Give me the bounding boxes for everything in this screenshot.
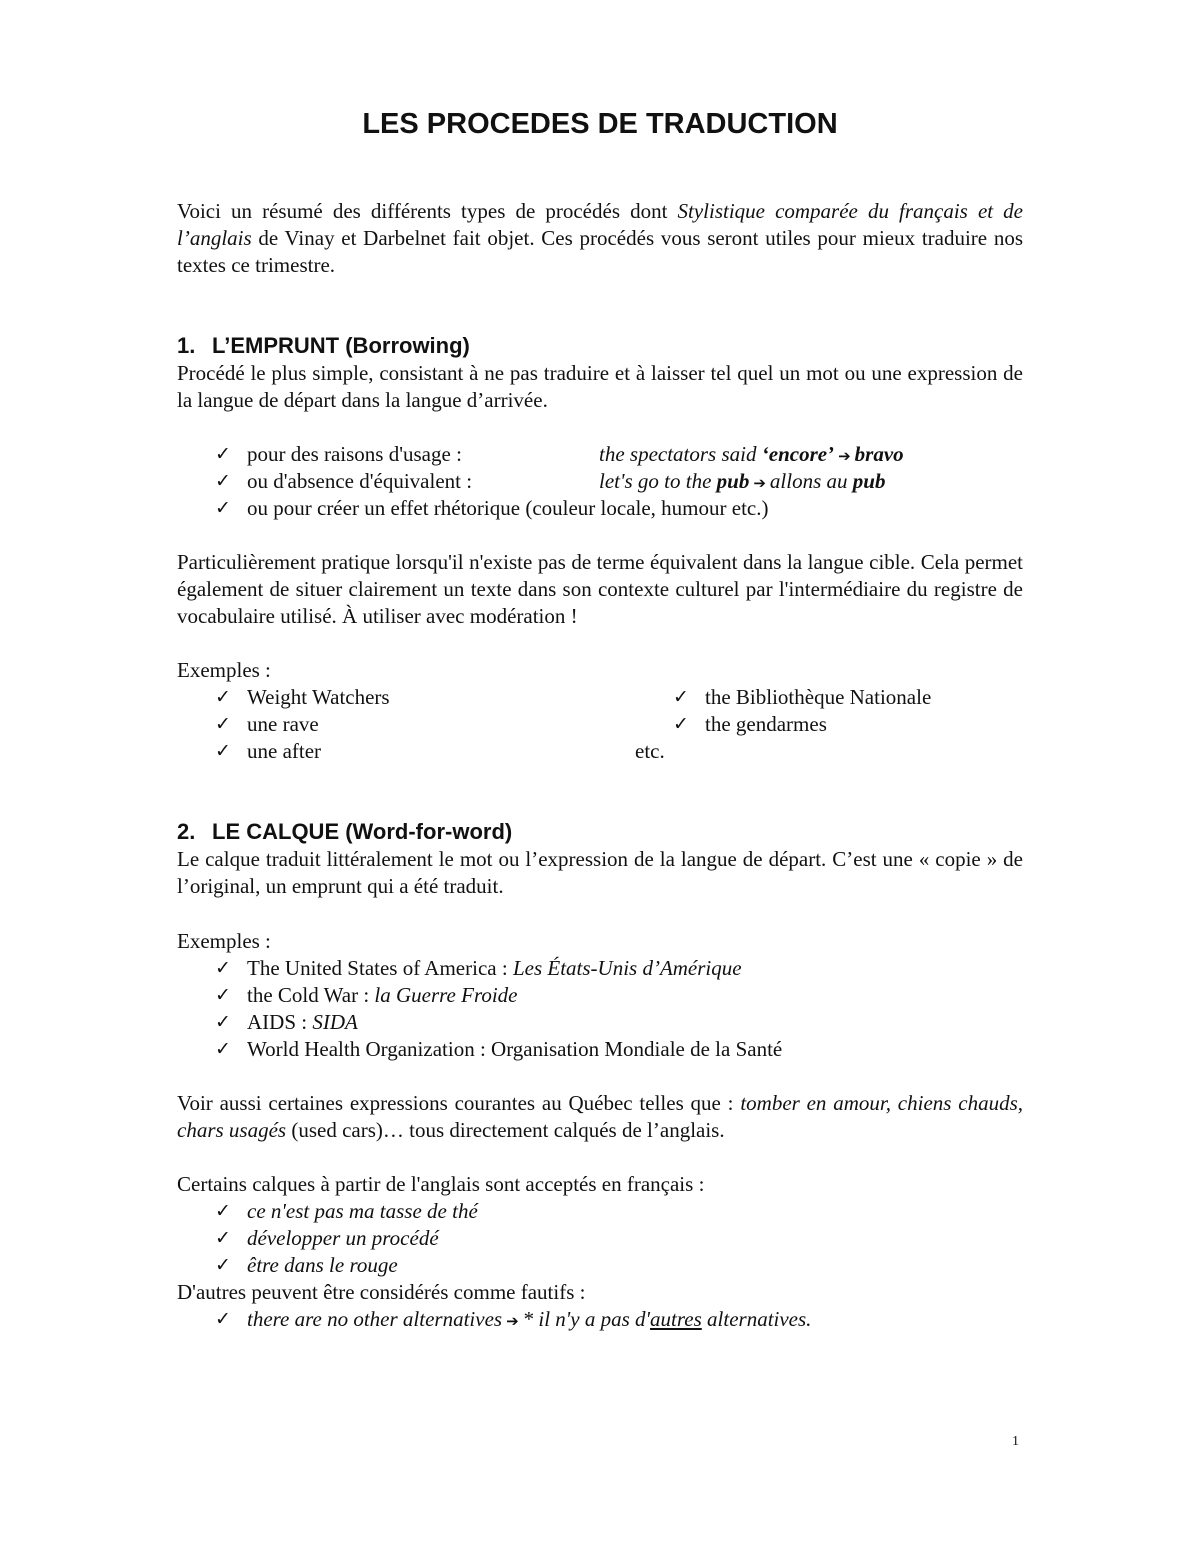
section-1-paragraph: Particulièrement pratique lorsqu'il n'existe pas de terme équivalent dans la langue cible. Cela permet également de situer clairement un texte dans son contexte culturel par l'intermédiaire du registre de vocabulaire utilisé. À utiliser avec modération ! xyxy=(177,550,1023,628)
section-1-heading xyxy=(177,332,1023,360)
check-icon: ✓ xyxy=(215,470,231,492)
faulty-list xyxy=(177,1306,1023,1333)
list-item: ✓ the gendarmes xyxy=(635,711,1035,738)
list-item: ✓ être dans le rouge xyxy=(177,1252,1023,1279)
section-2-heading xyxy=(177,818,1023,846)
list-item: ✓ there are no other alternatives ➔ * il n'y a pas d'autres alternatives. xyxy=(177,1306,1023,1333)
reason-label: pour des raisons d'usage : xyxy=(247,442,462,466)
accepted-list xyxy=(177,1198,1023,1279)
section-1-title: L’EMPRUNT (Borrowing) xyxy=(212,333,470,358)
check-icon: ✓ xyxy=(215,1227,231,1249)
calque-examples-list xyxy=(177,955,1023,1063)
intro-text-1: Voici un résumé des différents types de procédés dont xyxy=(177,199,678,223)
list-item: ✓ ce n'est pas ma tasse de thé xyxy=(177,1198,1023,1225)
reasons-list xyxy=(177,441,1023,522)
reason-label: ou d'absence d'équivalent : xyxy=(247,469,473,493)
reason-example: the spectators said ‘encore’ ➔ bravo xyxy=(599,442,904,466)
examples-left-column xyxy=(177,684,607,765)
list-item: ✓ Weight Watchers xyxy=(177,684,607,711)
quebec-paragraph: Voir aussi certaines expressions courantes au Québec telles que : tomber en amour, chiens chauds, chars usagés (used cars)… tous directement calqués de l’anglais. xyxy=(177,1091,1023,1142)
intro-text-2: de Vinay et Darbelnet fait objet. Ces procédés vous seront utiles pour mieux traduire nos textes ce trimestre. xyxy=(177,226,1023,277)
check-icon: ✓ xyxy=(215,984,231,1006)
check-icon: ✓ xyxy=(215,497,231,519)
examples-label-1: Exemples : xyxy=(177,658,271,682)
page-title: LES PROCEDES DE TRADUCTION xyxy=(362,108,838,140)
check-icon: ✓ xyxy=(215,1038,231,1060)
list-item xyxy=(177,468,1023,495)
list-item: ✓ AIDS : SIDA xyxy=(177,1009,1023,1036)
etc-text: etc. xyxy=(635,739,665,763)
section-2-definition: Le calque traduit littéralement le mot ou l’expression de la langue de départ. C’est une « copie » de l’original, un emprunt qui a été traduit. xyxy=(177,847,1023,898)
check-icon: ✓ xyxy=(215,1200,231,1222)
examples-right-column xyxy=(635,684,1035,765)
list-item: ✓ the Cold War : la Guerre Froide xyxy=(177,982,1023,1009)
list-item: ✓ développer un procédé xyxy=(177,1225,1023,1252)
examples-label-2: Exemples : xyxy=(177,929,271,953)
check-icon: ✓ xyxy=(673,686,689,708)
check-icon: ✓ xyxy=(215,713,231,735)
list-item xyxy=(177,441,1023,468)
check-icon: ✓ xyxy=(215,1011,231,1033)
check-icon: ✓ xyxy=(215,957,231,979)
list-item xyxy=(177,495,1023,522)
reason-label: ou pour créer un effet rhétorique (couleur locale, humour etc.) xyxy=(247,496,769,520)
arrow-icon: ➔ xyxy=(838,447,851,465)
section-2-title: LE CALQUE (Word-for-word) xyxy=(212,819,513,844)
check-icon: ✓ xyxy=(215,740,231,762)
arrow-icon: ➔ xyxy=(753,474,766,492)
reason-example: let's go to the pub ➔ allons au pub xyxy=(599,469,886,493)
check-icon: ✓ xyxy=(215,1254,231,1276)
check-icon: ✓ xyxy=(215,686,231,708)
check-icon: ✓ xyxy=(215,443,231,465)
list-item: ✓ une rave xyxy=(177,711,607,738)
list-item: ✓ The United States of America : Les États-Unis d’Amérique xyxy=(177,955,1023,982)
section-2-number: 2. xyxy=(177,819,196,844)
faulty-label: D'autres peuvent être considérés comme fautifs : xyxy=(177,1280,586,1304)
section-1-definition: Procédé le plus simple, consistant à ne pas traduire et à laisser tel quel un mot ou une expression de la langue de départ dans la langue d’arrivée. xyxy=(177,361,1023,412)
page-number: 1 xyxy=(1012,1434,1019,1449)
intro-paragraph xyxy=(177,198,1023,279)
accepted-label: Certains calques à partir de l'anglais sont acceptés en français : xyxy=(177,1172,705,1196)
list-item: ✓ World Health Organization : Organisation Mondiale de la Santé xyxy=(177,1036,1023,1063)
list-item: ✓ the Bibliothèque Nationale xyxy=(635,684,1035,711)
check-icon: ✓ xyxy=(215,1308,231,1330)
list-item: ✓ une after xyxy=(177,738,607,765)
section-1-number: 1. xyxy=(177,333,196,358)
list-item xyxy=(635,738,1035,765)
book-title: Stylistique comparée du français et de l’anglais xyxy=(177,199,1023,250)
check-icon: ✓ xyxy=(673,713,689,735)
arrow-icon: ➔ xyxy=(506,1312,519,1330)
